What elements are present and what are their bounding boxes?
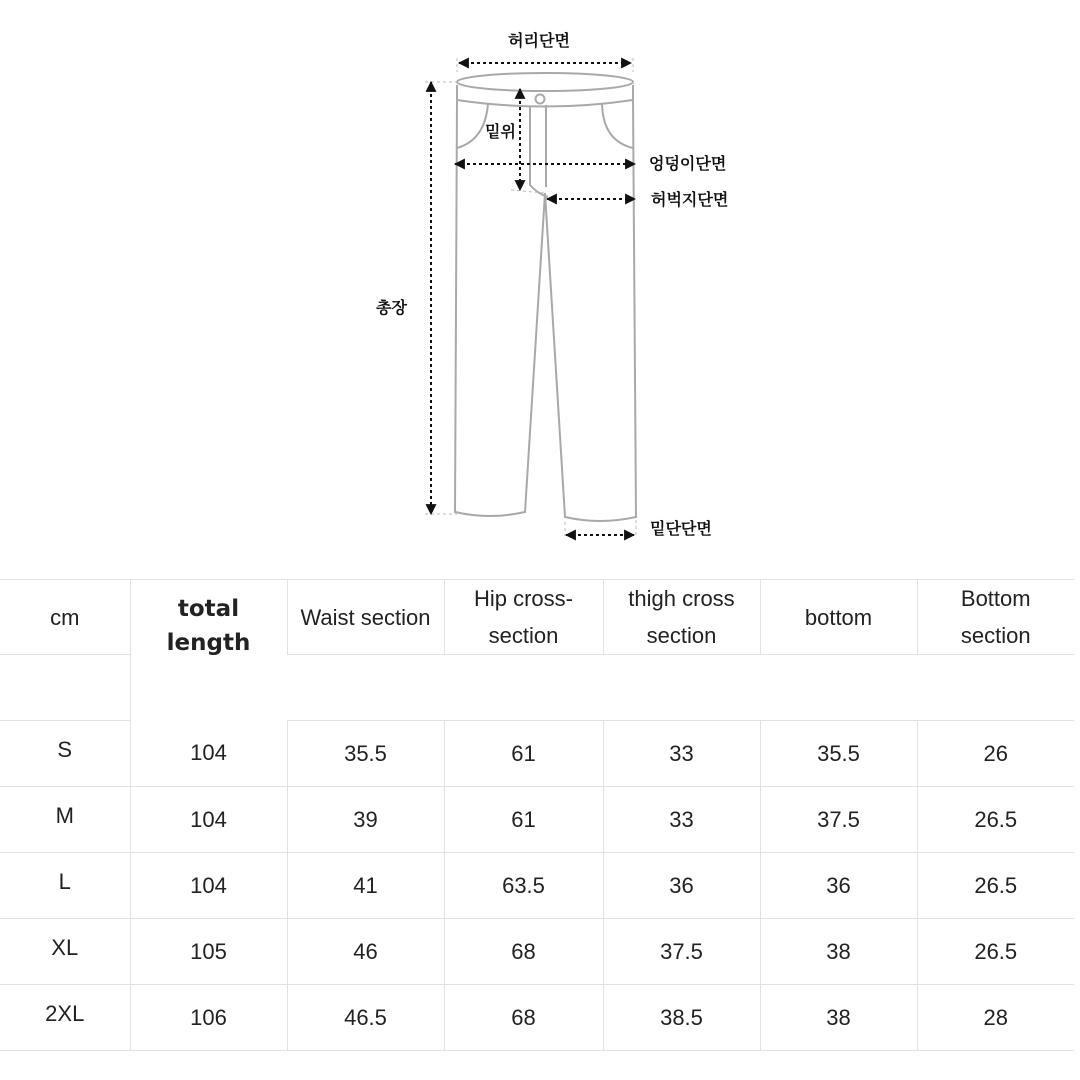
header-hip-line2: section [488, 623, 559, 648]
size-label: XL [0, 919, 130, 985]
value-cell: 105 [130, 919, 287, 985]
value-cell: 26 [917, 721, 1074, 787]
value-cell: 26.5 [917, 787, 1074, 853]
table-row [0, 787, 1074, 853]
value-cell: 46.5 [287, 985, 444, 1051]
table-row [0, 919, 1074, 985]
value-cell: 63.5 [444, 853, 603, 919]
header-bottom-section [917, 580, 1074, 655]
hip-label: 엉덩이단면 [649, 154, 727, 173]
value-cell: 26.5 [917, 919, 1074, 985]
value-cell: 33 [603, 787, 760, 853]
value-cell: 61 [444, 721, 603, 787]
value-cell: 38 [760, 919, 917, 985]
value-cell: 104 [130, 787, 287, 853]
header-thigh-cross-section [603, 580, 760, 655]
table-row [0, 985, 1074, 1051]
header-total-length [130, 580, 287, 721]
value-cell: 35.5 [287, 721, 444, 787]
unit-header: cm [0, 580, 130, 655]
value-cell: 68 [444, 985, 603, 1051]
header-bottom-section-line1: Bottom [960, 586, 1031, 611]
value-cell: 33 [603, 721, 760, 787]
hem-label: 밑단단면 [650, 519, 712, 538]
table-row [0, 721, 1074, 787]
value-cell: 106 [130, 985, 287, 1051]
size-label: M [0, 787, 130, 853]
rise-label: 밑위 [485, 122, 516, 141]
value-cell: 41 [287, 853, 444, 919]
value-cell: 35.5 [760, 721, 917, 787]
size-label: 2XL [0, 985, 130, 1051]
header-waist-section [287, 580, 444, 655]
header-total-length-line1: total [177, 596, 240, 622]
size-rows [0, 721, 1074, 1051]
spacer-cell [287, 655, 1074, 721]
header-thigh-line1: thigh cross [628, 586, 735, 611]
header-bottom [760, 580, 917, 655]
value-cell: 26.5 [917, 853, 1074, 919]
header-waist-section-line1: Waist section [300, 604, 431, 630]
value-cell: 104 [130, 853, 287, 919]
header-bottom-line1: bottom [804, 604, 873, 630]
header-bottom-section-line2: section [960, 623, 1031, 648]
value-cell: 37.5 [603, 919, 760, 985]
header-hip-line1: Hip cross- [473, 586, 573, 611]
measurement-arrows [431, 63, 635, 535]
header-hip-cross-section [444, 580, 603, 655]
spacer-cell [0, 655, 130, 721]
header-thigh-line2: section [646, 623, 717, 648]
value-cell: 39 [287, 787, 444, 853]
value-cell: 36 [603, 853, 760, 919]
pants-outline [455, 73, 636, 521]
thigh-label: 허벅지단면 [651, 190, 729, 209]
value-cell: 38.5 [603, 985, 760, 1051]
header-row [0, 580, 1074, 655]
table-row [0, 853, 1074, 919]
value-cell: 46 [287, 919, 444, 985]
waist-label: 허리단면 [508, 31, 570, 50]
value-cell: 37.5 [760, 787, 917, 853]
size-table [0, 579, 1074, 1051]
value-cell: 61 [444, 787, 603, 853]
size-label: L [0, 853, 130, 919]
value-cell: 104 [130, 721, 287, 787]
length-label: 총장 [376, 298, 407, 317]
value-cell: 68 [444, 919, 603, 985]
value-cell: 36 [760, 853, 917, 919]
header-total-length-line2: length [166, 630, 251, 656]
value-cell: 28 [917, 985, 1074, 1051]
size-label: S [0, 721, 130, 787]
value-cell: 38 [760, 985, 917, 1051]
